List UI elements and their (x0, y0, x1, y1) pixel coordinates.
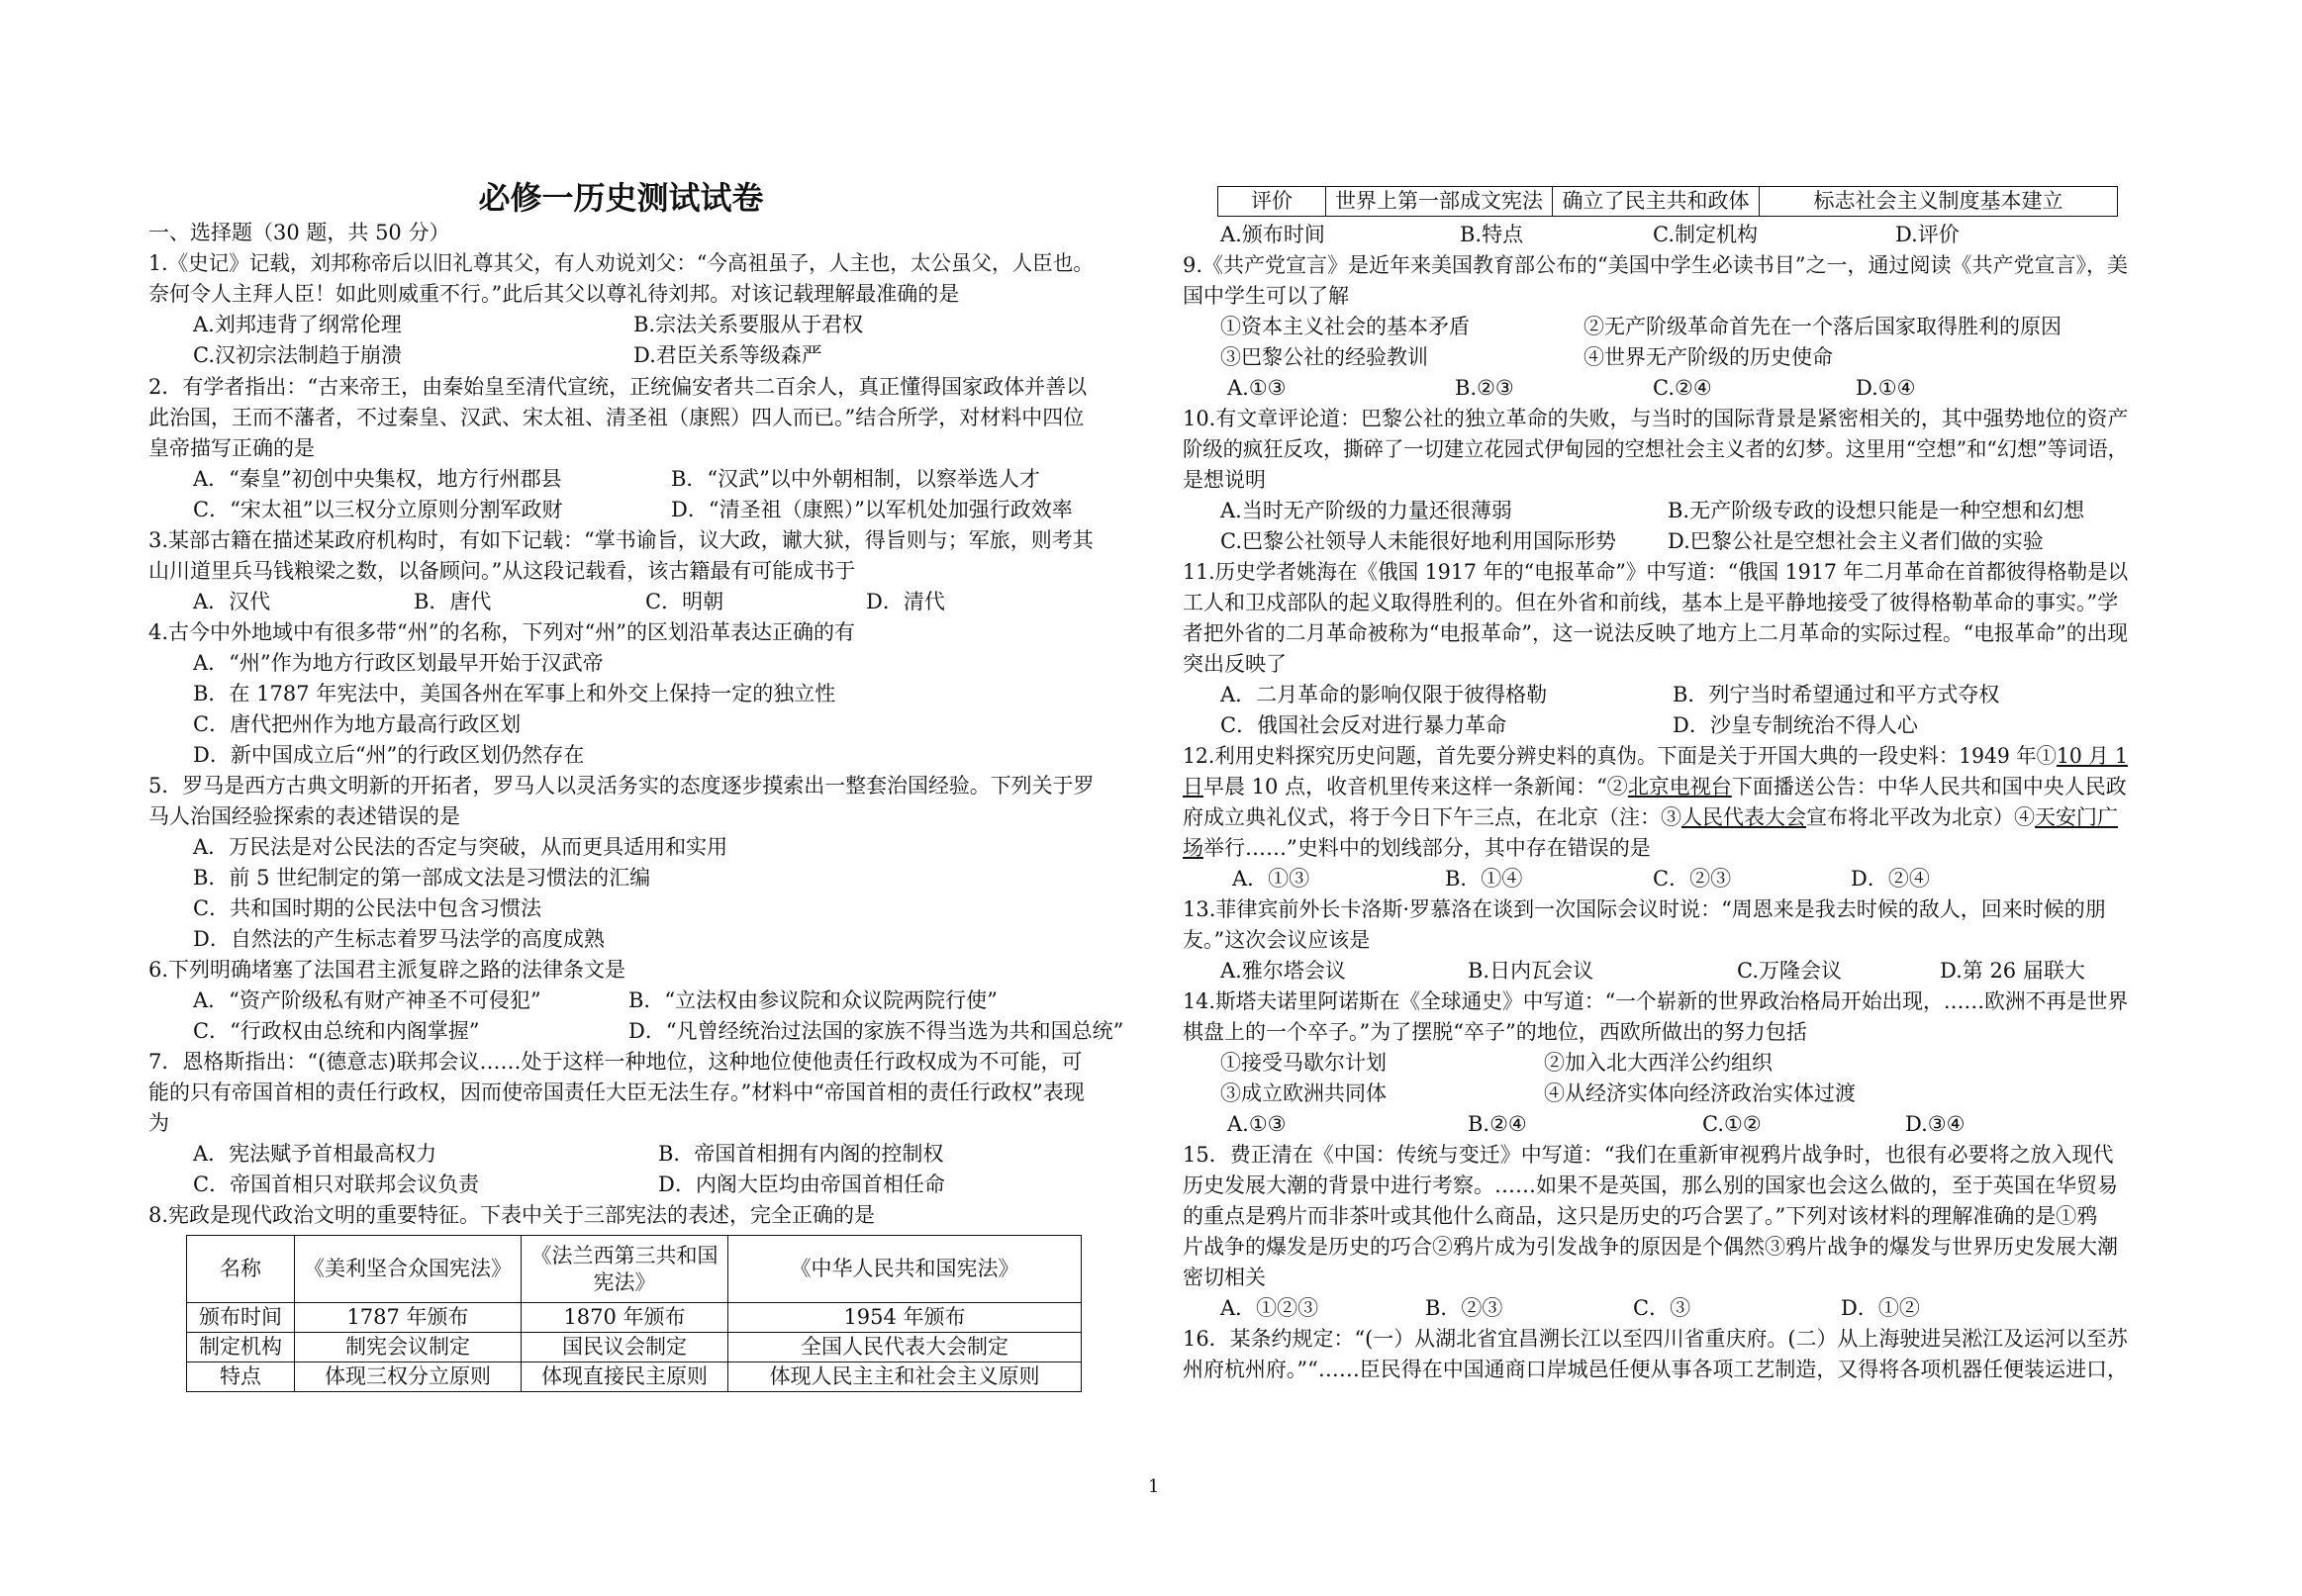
q7-options (148, 1139, 1094, 1169)
option-c: C.制定机构 (1653, 223, 1758, 246)
q15-line: 的重点是鸦片而非茶叶或其他什么商品，这只是历史的巧合罢了。”下列对该材料的理解准确的是①鸦 (1183, 1204, 2098, 1228)
q7-line: 7．恩格斯指出：“(德意志)联邦会议……处于这样一种地位，这种地位使他责任行政权成为不可能，可 (148, 1050, 1083, 1074)
q12-line (1183, 833, 1651, 863)
table-cell: 世界上第一部成文宪法 (1326, 187, 1553, 217)
q8-options (1183, 220, 2128, 249)
q6-line: 6.下列明确堵塞了法国君主派复辟之路的法律条文是 (148, 958, 626, 982)
option-a: A．二月革命的影响仅限于彼得格勒 (1220, 683, 1548, 706)
option-b: B．唐代 (414, 590, 492, 613)
q15-options (1183, 1293, 2128, 1323)
option-b: B．“立法权由参议院和众议院两院行使” (628, 988, 998, 1012)
option-b: B．“汉武”以中外朝相制，以察举选人才 (671, 467, 1040, 491)
option-b: B.②④ (1468, 1112, 1527, 1136)
table-cell: 评价 (1218, 187, 1326, 217)
q14-options (1183, 1109, 2128, 1139)
option-c: C.①② (1702, 1112, 1762, 1136)
q10-line: 阶级的疯狂反攻，撕碎了一切建立花园式伊甸园的空想社会主义者的幻梦。这里用“空想”和“幻想”等词语， (1183, 437, 2128, 461)
table-cell: 体现人民主主和社会主义原则 (728, 1362, 1082, 1392)
q12-text: 下面播送公告：中华人民共和国中央人民政 (1731, 775, 2127, 798)
q3-options (148, 587, 1094, 616)
q9-items (1183, 312, 2128, 341)
q12-text: 宣布将北平改为北京）④ (1806, 805, 2035, 829)
option-b: B．①④ (1445, 867, 1523, 891)
table-header-cell: 名称 (187, 1236, 295, 1303)
q2-line: 皇帝描写正确的是 (148, 436, 315, 460)
option-b: B.日内瓦会议 (1468, 959, 1594, 983)
option-b: B．②③ (1425, 1296, 1503, 1320)
item-3: ③成立欧洲共同体 (1220, 1081, 1387, 1105)
q1-line: 奈何令人主拜人臣！如此则威重不行。”此后其父以尊礼待刘邦。对该记载理解最准确的是 (148, 282, 960, 306)
option-a: A．①③ (1232, 867, 1310, 891)
table-cell: 国民议会制定 (522, 1333, 728, 1362)
table-header-cell: 《法兰西第三共和国宪法》 (522, 1236, 728, 1303)
q1-options (148, 340, 1094, 370)
option-b: B．帝国首相拥有内阁的控制权 (658, 1142, 944, 1166)
option-d: D．内阁大臣均由帝国首相任命 (658, 1173, 945, 1196)
q11-line: 者把外省的二月革命被称为“电报革命”，这一说法反映了地方上二月革命的实际过程。“电报革命”的出现 (1183, 621, 2128, 645)
option-d: D．②④ (1851, 867, 1930, 891)
q1-options (148, 310, 1094, 339)
table-header-cell: 《美利坚合众国宪法》 (295, 1236, 522, 1303)
q5-option-b: B．前 5 世纪制定的第一部成文法是习惯法的汇编 (193, 866, 651, 890)
table-header-row (187, 1236, 1082, 1303)
q7-line: 为 (148, 1111, 169, 1135)
option-a: A.①③ (1227, 1112, 1287, 1136)
option-d: D.③④ (1905, 1112, 1966, 1136)
option-d: D．沙皇专制统治不得人心 (1673, 713, 1918, 737)
option-d: D．“凡曾经统治过法国的家族不得当选为共和国总统” (628, 1019, 1124, 1043)
q12-line (1183, 802, 2118, 832)
q16-line: 州府杭州府。”“……臣民得在中国通商口岸城邑任便从事各项工艺制造，又得将各项机器任便装运进口， (1183, 1358, 2129, 1381)
item-4: ④从经济实体向经济政治实体过渡 (1544, 1081, 1856, 1105)
q15-line: 15．费正清在《中国：传统与变迁》中写道：“我们在重新审视鸦片战争时，也很有必要将之放入现代 (1183, 1143, 2114, 1167)
q4-line: 4.古今中外地域中有很多带“州”的名称，下列对“州”的区划沿革表达正确的有 (148, 620, 855, 644)
q9-line: 9.《共产党宣言》是近年来美国教育部公布的“美国中学生必读书目”之一，通过阅读《共产党宣言》，美 (1183, 253, 2129, 277)
option-c: C．帝国首相只对联邦会议负责 (193, 1173, 480, 1196)
table-cell: 1954 年颁布 (728, 1303, 1082, 1333)
q1-line: 1.《史记》记载，刘邦称帝后以旧礼尊其父，有人劝说刘父：“今高祖虽子，人主也，太公虽父，人臣也。 (148, 251, 1094, 275)
q12-underlined-station: 北京电视台 (1627, 775, 1732, 798)
q4-option-c: C．唐代把州作为地方最高行政区划 (193, 712, 522, 736)
table-cell: 体现直接民主原则 (522, 1362, 728, 1392)
q5-line: 5．罗马是西方古典文明新的开拓者，罗马人以灵活务实的态度逐步摸索出一整套治国经验。下列关于罗 (148, 774, 1095, 798)
q3-line: 3.某部古籍在描述某政府机构时，有如下记载：“掌书谕旨，议大政，谳大狱，得旨则与；军旅，则考其 (148, 528, 1094, 552)
option-d: D．清代 (866, 590, 945, 613)
q10-line: 是想说明 (1183, 468, 1266, 492)
option-c: C．③ (1633, 1296, 1691, 1320)
option-d: D.①④ (1856, 376, 1916, 400)
table-cell: 全国人民代表大会制定 (728, 1333, 1082, 1362)
q12-line (1183, 741, 2128, 771)
q2-line: 此治国，王而不藩者，不过秦皇、汉武、宋太祖、清圣祖（康熙）四人而已。”结合所学，对材料中四位 (148, 406, 1085, 429)
table-cell: 1870 年颁布 (522, 1303, 728, 1333)
option-d: D.君臣关系等级森严 (633, 343, 822, 367)
q12-text: 府成立典礼仪式，将于今日下午三点，在北京（注：③ (1183, 805, 1681, 829)
q4-option-b: B．在 1787 年宪法中，美国各州在军事上和外交上保持一定的独立性 (193, 682, 836, 705)
item-1: ①接受马歇尔计划 (1220, 1051, 1387, 1075)
table-cell: 制定机构 (187, 1333, 295, 1362)
q13-line: 友。”这次会议应该是 (1183, 928, 1371, 952)
q2-line: 2．有学者指出：“古来帝王，由秦始皇至清代宣统，正统偏安者共二百余人，真正懂得国家政体并善以 (148, 375, 1088, 399)
q12-underlined-square-cont: 场 (1183, 836, 1203, 860)
option-c: C.②④ (1653, 376, 1712, 400)
q12-text: 12.利用史料探究历史问题，首先要分辨史料的真伪。下面是关于开国大典的一段史料：1949 年① (1183, 744, 2057, 768)
q15-line: 历史发展大潮的背景中进行考察。……如果不是英国，那么别的国家也会这么做的，至于英国在华贸易 (1183, 1174, 2118, 1197)
q12-text: 举行……”史料中的划线部分，其中存在错误的是 (1203, 836, 1651, 860)
q12-options (1183, 864, 2128, 893)
option-b: B.无产阶级专政的设想只能是一种空想和幻想 (1668, 499, 2085, 522)
q5-option-c: C．共和国时期的公民法中包含习惯法 (193, 896, 542, 920)
option-c: C.汉初宗法制趋于崩溃 (193, 343, 402, 367)
q9-options (1183, 373, 2128, 403)
option-a: A.颁布时间 (1220, 223, 1325, 246)
q9-line: 国中学生可以了解 (1183, 284, 1349, 308)
q15-line: 片战争的爆发是历史的巧合②鸦片成为引发战争的原因是个偶然③鸦片战争的爆发与世界历史发展大潮 (1183, 1235, 2118, 1259)
option-a: A．①②③ (1220, 1296, 1319, 1320)
q12-underlined-date-cont: 日 (1183, 775, 1203, 798)
table-row (1218, 187, 2118, 217)
option-a: A.刘邦违背了纲常伦理 (193, 313, 402, 336)
item-2: ②无产阶级革命首先在一个落后国家取得胜利的原因 (1583, 315, 2062, 338)
q12-text: 早晨 10 点，收音机里传来这样一条新闻：“② (1203, 775, 1628, 798)
item-4: ④世界无产阶级的历史使命 (1583, 345, 1833, 369)
option-d: D．“清圣祖（康熙）”以军机处加强行政效率 (671, 498, 1073, 521)
table-cell: 1787 年颁布 (295, 1303, 522, 1333)
table-row (187, 1303, 1082, 1333)
q12-line (1183, 772, 2127, 801)
q5-line: 马人治国经验探索的表述错误的是 (148, 804, 460, 828)
option-a: A．宪法赋予首相最高权力 (193, 1142, 437, 1166)
q11-line: 突出反映了 (1183, 652, 1287, 676)
q6-options (148, 1016, 1124, 1046)
option-c: C．“行政权由总统和内阁掌握” (193, 1019, 480, 1043)
q7-line: 能的只有帝国首相的责任行政权，因而使帝国责任大臣无法生存。”材料中“帝国首相的责任行政权”表现 (148, 1080, 1085, 1104)
q7-options (148, 1170, 1094, 1199)
option-a: A．汉代 (193, 590, 271, 613)
q13-line: 13.菲律宾前外长卡洛斯·罗慕洛在谈到一次国际会议时说：“周恩来是我去时候的敌人，回来时候的朋 (1183, 897, 2106, 921)
option-c: C.万隆会议 (1737, 959, 1842, 983)
q6-options (148, 986, 1094, 1015)
q5-option-a: A．万民法是对公民法的否定与突破，从而更具适用和实用 (193, 835, 728, 859)
q12-underlined-square: 天安门广 (2035, 805, 2118, 829)
q11-options (1183, 710, 2128, 740)
q4-option-a: A．“州”作为地方行政区划最早开始于汉武帝 (193, 651, 604, 675)
option-a: A.当时无产阶级的力量还很薄弱 (1220, 499, 1512, 522)
q5-option-d: D．自然法的产生标志着罗马法学的高度成熟 (193, 927, 605, 951)
q9-items (1183, 342, 2128, 372)
q10-line: 10.有文章评论道：巴黎公社的独立革命的失败，与当时的国际背景是紧密相关的，其中强势地位的资产 (1183, 407, 2129, 430)
q15-line: 密切相关 (1183, 1266, 1266, 1289)
table-cell: 特点 (187, 1362, 295, 1392)
option-a: A.①③ (1227, 376, 1287, 400)
option-d: D.评价 (1895, 223, 1960, 246)
option-c: C．俄国社会反对进行暴力革命 (1220, 713, 1507, 737)
option-b: B.宗法关系要服从于君权 (633, 313, 864, 336)
option-b: B．列宁当时希望通过和平方式夺权 (1673, 683, 2000, 706)
option-c: C．②③ (1653, 867, 1732, 891)
option-b: B.②③ (1455, 376, 1514, 400)
q13-options (1183, 956, 2128, 986)
page-number: 1 (1148, 1476, 1160, 1497)
item-2: ②加入北大西洋公约组织 (1544, 1051, 1773, 1075)
q3-line: 山川道里兵马钱粮梁之数，以备顾问。”从这段记载看，该古籍最有可能成书于 (148, 559, 856, 583)
table-cell: 颁布时间 (187, 1303, 295, 1333)
table-cell: 体现三权分立原则 (295, 1362, 522, 1392)
constitution-table (186, 1235, 1082, 1392)
constitution-table-continued (1217, 186, 2118, 217)
table-cell: 标志社会主义制度基本建立 (1760, 187, 2118, 217)
table-row (187, 1333, 1082, 1362)
option-b: B.特点 (1460, 223, 1524, 246)
q2-options (148, 495, 1094, 524)
q14-items (1183, 1079, 2128, 1108)
q11-options (1183, 680, 2128, 709)
q12-underlined-date: 10 月 1 (2056, 744, 2128, 768)
option-a: A．“秦皇”初创中央集权，地方行州郡县 (193, 467, 562, 491)
option-c: C.巴黎公社领导人未能很好地利用国际形势 (1220, 529, 1616, 553)
option-d: D．①② (1841, 1296, 1920, 1320)
q14-line: 14.斯塔夫诺里阿诺斯在《全球通史》中写道：“一个崭新的世界政治格局开始出现，……欧洲不再是世界 (1183, 989, 2129, 1013)
option-d: D.巴黎公社是空想社会主义者们做的实验 (1668, 529, 2044, 553)
q12-underlined-congress: 人民代表大会 (1681, 805, 1806, 829)
q11-line: 11.历史学者姚海在《俄国 1917 年的“电报革命”》中写道：“俄国 1917 年二月革命在首都彼得格勒是以 (1183, 560, 2129, 584)
q2-options (148, 464, 1094, 494)
q14-items (1183, 1048, 2128, 1078)
option-a: A.雅尔塔会议 (1220, 959, 1346, 983)
item-1: ①资本主义社会的基本矛盾 (1220, 315, 1470, 338)
item-3: ③巴黎公社的经验教训 (1220, 345, 1428, 369)
table-header-cell: 《中华人民共和国宪法》 (728, 1236, 1082, 1303)
q11-line: 工人和卫戍部队的起义取得胜利的。但在外省和前线，基本上是平静地接受了彼得格勒革命的事实。”学 (1183, 591, 2119, 614)
page-title: 必修一历史测试试卷 (478, 179, 764, 217)
table-cell: 制宪会议制定 (295, 1333, 522, 1362)
q14-line: 棋盘上的一个卒子。”为了摆脱“卒子”的地位，西欧所做出的努力包括 (1183, 1020, 1807, 1044)
q4-option-d: D．新中国成立后“州”的行政区划仍然存在 (193, 743, 585, 767)
q16-line: 16．某条约规定：“(一）从湖北省宜昌溯长江以至四川省重庆府。(二）从上海驶进吴淞江及运河以至苏 (1183, 1327, 2128, 1351)
option-d: D.第 26 届联大 (1940, 959, 2085, 983)
option-a: A．“资产阶级私有财产神圣不可侵犯” (193, 988, 541, 1012)
option-c: C．明朝 (645, 590, 724, 613)
option-c: C．“宋太祖”以三权分立原则分割军政财 (193, 498, 563, 521)
q8-line: 8.宪政是现代政治文明的重要特征。下表中关于三部宪法的表述，完全正确的是 (148, 1203, 876, 1227)
q10-options (1183, 496, 2128, 525)
table-cell: 确立了民主共和政体 (1553, 187, 1760, 217)
section-heading: 一、选择题（30 题，共 50 分） (148, 221, 450, 244)
q10-options (1183, 526, 2128, 556)
table-row (187, 1362, 1082, 1392)
